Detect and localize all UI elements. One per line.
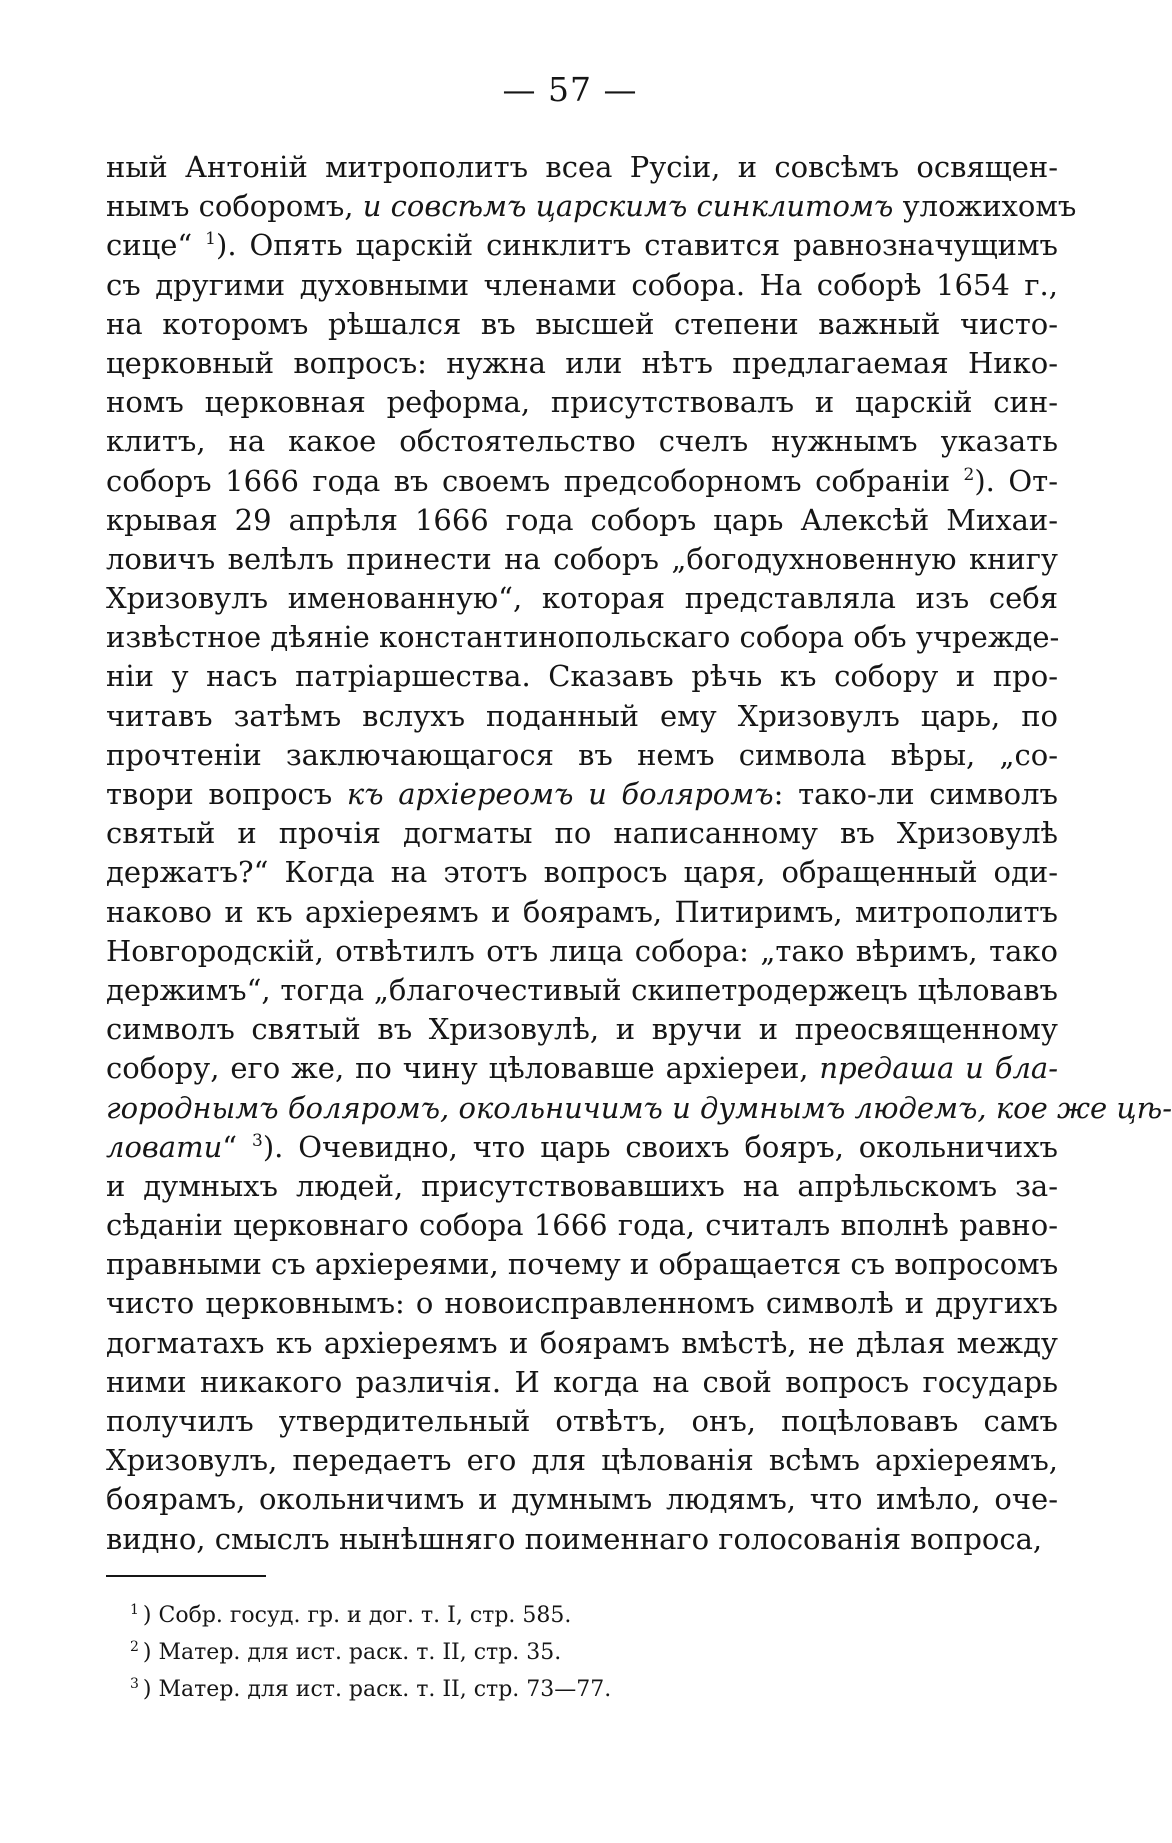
text-span: : тако-ли символъ: [773, 777, 1058, 811]
footnote-separator: [106, 1575, 266, 1577]
text-span: ловичъ велѣлъ принести на соборъ „богодухновенную книгу: [106, 541, 1058, 576]
text-span: уложихомъ: [893, 189, 1077, 224]
text-span: получилъ утвердительный отвѣтъ, онъ, поцѣловавъ самъ: [106, 1404, 1058, 1438]
text-line: [106, 1520, 1058, 1559]
page-number: — 57 —: [502, 70, 638, 109]
italic-span: къ архіереомъ и боляромъ: [346, 777, 774, 811]
text-span: номъ церковная реформа, присутствовалъ и царскій син-: [106, 385, 1058, 420]
text-span: “: [222, 1129, 252, 1164]
text-line: [106, 462, 1058, 501]
text-line: [106, 383, 1058, 422]
text-span: читавъ затѣмъ вслухъ поданный ему Хризовулъ царь, по: [106, 698, 1058, 733]
text-line: [106, 1441, 1058, 1480]
text-span: собору, его же, по чину цѣловавше архіереи,: [106, 1051, 820, 1086]
text-span: наково и къ архіереямъ и боярамъ, Питиримъ, митрополитъ: [106, 894, 1058, 929]
text-line: [106, 1049, 1058, 1088]
text-span: чисто церковнымъ: о новоисправленномъ символѣ и другихъ: [106, 1286, 1058, 1321]
footnote-number: 3: [130, 1676, 139, 1692]
footnote-ref: 2: [963, 464, 975, 485]
text-span: Новгородскій, отвѣтилъ отъ лица собора: „тако вѣримъ, тако: [106, 933, 1058, 968]
text-span: ный Антоній митрополитъ всеа Русіи, и совсѣмъ освящен-: [106, 150, 1058, 184]
italic-span: ловати: [106, 1129, 223, 1164]
text-span: символъ святый въ Хризовулѣ, и вручи и преосвященному: [106, 1012, 1058, 1047]
text-span: клитъ, на какое обстоятельство счелъ нужнымъ указать: [106, 424, 1058, 459]
text-span: Хризовулъ, передаетъ его для цѣлованія всѣмъ архіереямъ,: [106, 1443, 1058, 1478]
text-line: [106, 1206, 1058, 1245]
text-line: [106, 226, 1058, 265]
text-line: [106, 971, 1058, 1010]
text-span: видно, смыслъ нынѣшняго поименнаго голосованія вопроса,: [106, 1521, 1043, 1556]
text-line: [106, 1480, 1058, 1519]
text-span: извѣстное дѣяніе константинопольскаго собора объ учрежде-: [106, 620, 1060, 655]
text-line: [106, 187, 1077, 226]
text-line: [106, 1245, 1058, 1284]
text-span: Хризовулъ именованную“, которая представляла изъ себя: [106, 581, 1058, 616]
text-line: [106, 657, 1058, 696]
italic-span: городнымъ боляромъ, окольничимъ и думнымъ людемъ, кое же цѣ-: [106, 1090, 1172, 1125]
text-line: [106, 736, 1058, 775]
text-line: [106, 1010, 1058, 1049]
footnote-ref: 3: [251, 1130, 263, 1151]
text-span: правными съ архіереями, почему и обращается съ вопросомъ: [106, 1247, 1059, 1282]
text-line: [106, 1324, 1058, 1363]
text-span: и думныхъ людей, присутствовавшихъ на апрѣльскомъ за-: [106, 1168, 1058, 1203]
text-span: ними никакого различія. И когда на свой вопросъ государь: [106, 1364, 1058, 1399]
text-span: на которомъ рѣшался въ высшей степени важный чисто-: [106, 306, 1058, 341]
text-span: твори вопросъ: [106, 777, 347, 811]
text-span: ). Опять царскій синклитъ ставится равнозначущимъ: [216, 228, 1059, 263]
text-span: соборъ 1666 года въ своемъ предсоборномъ собраніи: [106, 463, 964, 498]
text-line: [106, 618, 1058, 657]
text-span: съ другими духовными членами собора. На соборѣ 1654 г.,: [106, 267, 1058, 302]
text-line: [106, 853, 1058, 892]
footnote: [130, 1666, 611, 1703]
footnote: [130, 1629, 611, 1666]
text-span: держимъ“, тогда „благочестивый скипетродержецъ цѣловавъ: [106, 972, 1058, 1007]
text-line: [106, 501, 1058, 540]
text-line: [106, 305, 1058, 344]
text-span: святый и прочія догматы по написанному въ Хризовулѣ: [106, 816, 1058, 851]
footnote-ref: 1: [205, 229, 216, 250]
text-line: [106, 893, 1058, 932]
text-line: [106, 422, 1058, 461]
footnote-text: ) Матер. для ист. раск. т. II, стр. 35.: [142, 1640, 562, 1665]
italic-span: предаша и бла-: [819, 1051, 1058, 1086]
text-line: [106, 148, 1058, 187]
text-span: боярамъ, окольничимъ и думнымъ людямъ, что имѣло, оче-: [106, 1482, 1058, 1517]
text-span: догматахъ къ архіереямъ и боярамъ вмѣстѣ, не дѣлая между: [106, 1325, 1058, 1360]
text-line: [106, 697, 1058, 736]
text-span: сѣданіи церковнаго собора 1666 года, считалъ вполнѣ равно-: [106, 1208, 1058, 1243]
text-span: ніи у насъ патріаршества. Сказавъ рѣчь къ собору и про-: [106, 659, 1058, 694]
text-line: [106, 1128, 1058, 1167]
text-line: [106, 1363, 1058, 1402]
text-line: [106, 1167, 1058, 1206]
footnote-text: ) Матер. для ист. раск. т. II, стр. 73—77.: [142, 1677, 612, 1702]
footnote-number: 2: [130, 1639, 139, 1655]
text-line: [106, 1284, 1058, 1323]
text-line: [106, 266, 1058, 305]
text-line: [106, 814, 1058, 853]
text-span: сице“: [106, 228, 206, 263]
footnote-number: 1: [130, 1602, 139, 1618]
text-line: [106, 775, 1058, 814]
footnote: [130, 1592, 611, 1629]
footnotes: [130, 1592, 611, 1703]
footnote-text: ) Собр. госуд. гр. и дог. т. I, стр. 585.: [142, 1603, 572, 1628]
text-line: [106, 1402, 1058, 1441]
text-line: [106, 579, 1058, 618]
main-text: [106, 148, 1172, 1559]
text-line: [106, 932, 1058, 971]
italic-span: и совсѣмъ царскимъ синклитомъ: [362, 189, 894, 224]
text-span: нымъ соборомъ,: [106, 189, 363, 224]
text-line: [106, 344, 1058, 383]
text-span: держатъ?“ Когда на этотъ вопросъ царя, обращенный оди-: [106, 855, 1058, 890]
text-span: церковный вопросъ: нужна или нѣтъ предлагаемая Нико-: [106, 345, 1058, 380]
text-span: ). От-: [974, 463, 1059, 498]
text-span: прочтеніи заключающагося въ немъ символа вѣры, „со-: [106, 737, 1058, 772]
text-span: крывая 29 апрѣля 1666 года соборъ царь Алексѣй Михаи-: [106, 502, 1058, 537]
text-line: [106, 1089, 1172, 1128]
text-span: ). Очевидно, что царь своихъ бояръ, окольничихъ: [262, 1129, 1059, 1164]
text-line: [106, 540, 1058, 579]
